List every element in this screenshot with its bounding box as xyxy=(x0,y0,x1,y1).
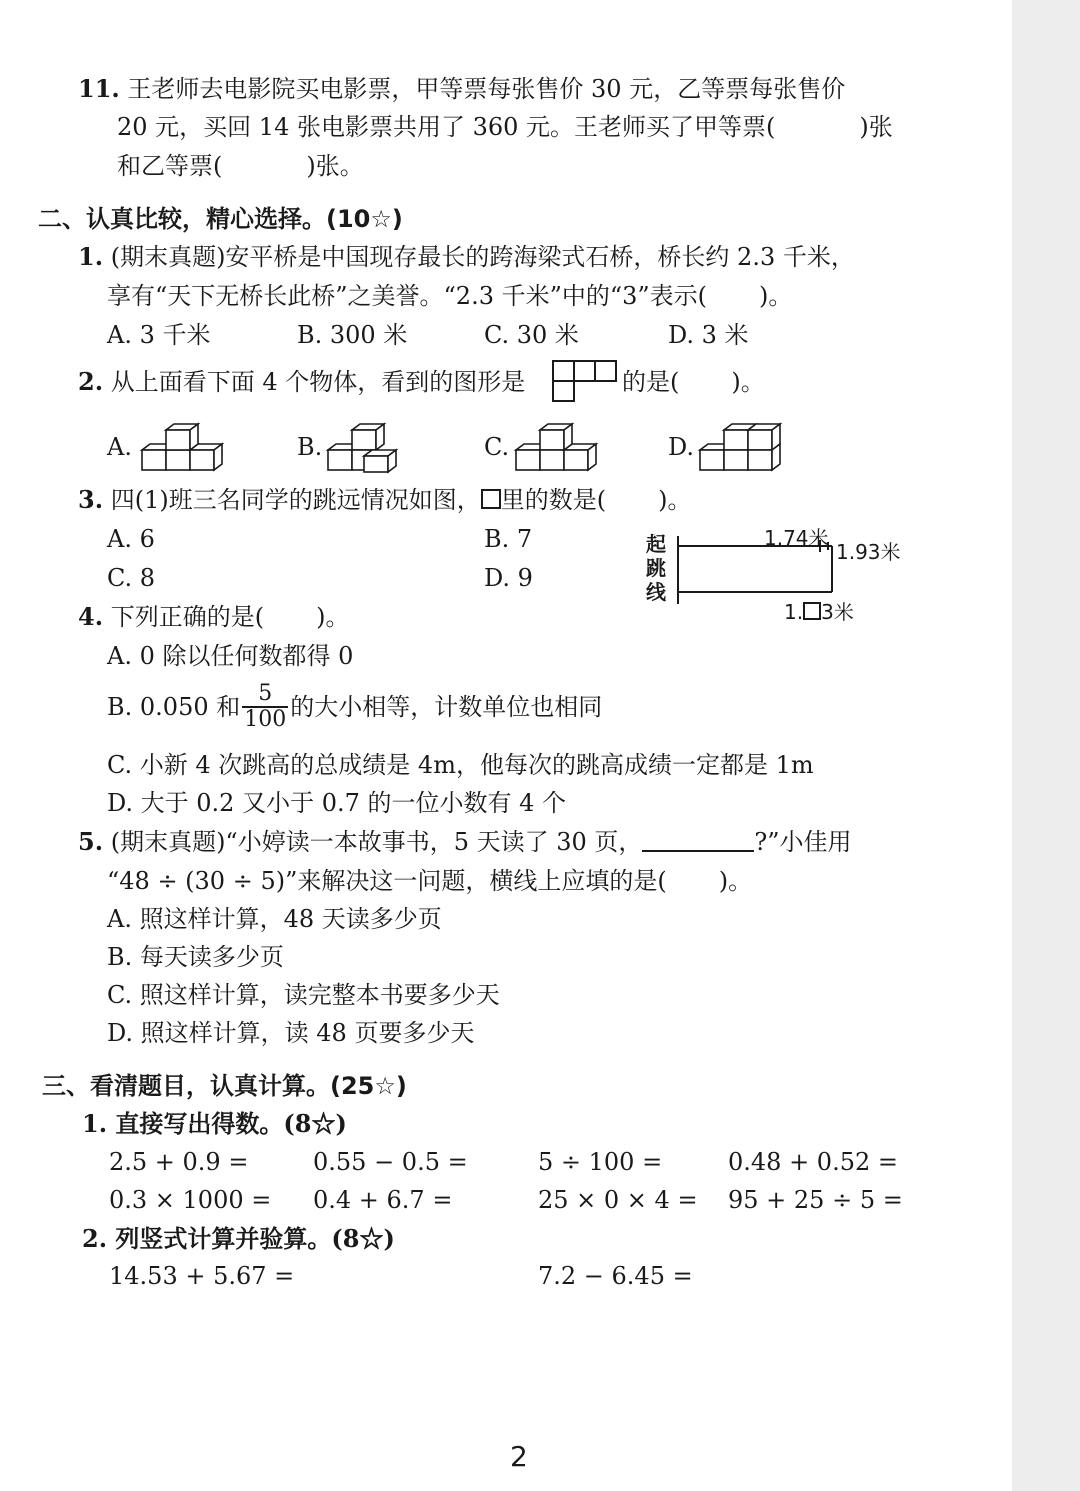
s2-q1-number: 1. xyxy=(78,242,104,271)
s2-q4-option-a[interactable]: A. 0 除以任何数都得 0 xyxy=(107,642,354,670)
fill-in-underline[interactable] xyxy=(642,828,754,852)
top-view-shape-icon xyxy=(552,360,618,404)
page-number: 2 xyxy=(510,1440,528,1473)
s2-q2-option-a[interactable]: A. xyxy=(107,433,132,461)
s2-q1-option-b[interactable]: B. 300 米 xyxy=(297,321,408,349)
s3-q1-label: 1. 直接写出得数。(8☆) xyxy=(82,1109,347,1138)
s2-q3-line xyxy=(78,485,691,515)
jump-label-c-prefix: 1. xyxy=(784,600,804,624)
q11-line3 xyxy=(117,151,364,181)
s2-q3-text-c: )。 xyxy=(658,486,692,514)
start-line-label: 起跳线 xyxy=(646,532,666,604)
s2-q5-line2 xyxy=(107,866,752,896)
calc-item: 2.5 + 0.9 = xyxy=(109,1148,249,1176)
s3-q2-label: 2. 列竖式计算并验算。(8☆) xyxy=(82,1224,395,1253)
s2-q5-option-c[interactable]: C. 照这样计算，读完整本书要多少天 xyxy=(107,981,500,1009)
calc-item: 5 ÷ 100 = xyxy=(538,1148,663,1176)
s2-q4-option-d[interactable]: D. 大于 0.2 又小于 0.7 的一位小数有 4 个 xyxy=(107,789,567,817)
s2-q1-option-a[interactable]: A. 3 千米 xyxy=(107,321,211,349)
s2-q2-line-end xyxy=(622,367,765,397)
cube-stack-a-icon xyxy=(138,412,228,474)
s2-q2-line xyxy=(78,367,525,397)
calc-item: 0.3 × 1000 = xyxy=(109,1186,272,1214)
s2-q5-option-b[interactable]: B. 每天读多少页 xyxy=(107,943,284,971)
s2-q1-text-2a: 享有“天下无桥长此桥”之美誉。“2.3 千米”中的“3”表示( xyxy=(107,282,708,310)
q11-text-2a: 20 元，买回 14 张电影票共用了 360 元。王老师买了甲等票( xyxy=(117,113,776,141)
s2-q5-option-d[interactable]: D. 照这样计算，读 48 页要多少天 xyxy=(107,1019,475,1047)
s2-q4-text-b: )。 xyxy=(316,603,350,631)
jump-label-c xyxy=(784,596,854,625)
s2-q5-text-1a: (期末真题)“小婷读一本故事书，5 天读了 30 页， xyxy=(110,828,643,856)
calc-item: 25 × 0 × 4 = xyxy=(538,1186,698,1214)
q11-text-2b: )张 xyxy=(859,113,893,141)
s2-q3-option-b[interactable]: B. 7 xyxy=(484,525,533,553)
q11-text-3a: 和乙等票( xyxy=(117,152,223,180)
s2-q3-option-a[interactable]: A. 6 xyxy=(107,525,155,553)
s2-q1-option-d[interactable]: D. 3 米 xyxy=(668,321,749,349)
s2-q5-text-2a: “48 ÷ (30 ÷ 5)”来解决这一问题，横线上应填的是( xyxy=(107,867,667,895)
s2-q3-option-d[interactable]: D. 9 xyxy=(484,564,533,592)
s2-q2-number: 2. xyxy=(78,367,104,396)
s2-q3-text-a: 四(1)班三名同学的跳远情况如图， xyxy=(110,486,481,514)
s2-q5-number: 5. xyxy=(78,827,104,856)
q11-text-1: 王老师去电影院买电影票，甲等票每张售价 30 元，乙等票每张售价 xyxy=(127,75,846,103)
cube-stack-c-icon xyxy=(512,412,602,474)
q11-line2 xyxy=(117,112,893,142)
box-symbol xyxy=(803,602,821,620)
s2-q4-option-b-text-b: 的大小相等，计数单位也相同 xyxy=(290,693,603,721)
jump-label-c-suffix: 3米 xyxy=(821,600,854,624)
cube-stack-d-icon xyxy=(696,412,786,474)
s2-q2-option-b[interactable]: B. xyxy=(297,433,323,461)
s2-q4-option-b-text-a: B. 0.050 和 xyxy=(107,693,241,721)
s2-q2-text-b: 的是( xyxy=(622,368,680,396)
s2-q1-option-c[interactable]: C. 30 米 xyxy=(484,321,579,349)
s2-q1-text-2b: )。 xyxy=(759,282,793,310)
s2-q2-text-a: 从上面看下面 4 个物体，看到的图形是 xyxy=(110,368,526,396)
vertical-calc-item: 7.2 − 6.45 = xyxy=(538,1262,693,1290)
s2-q4-line xyxy=(78,602,349,632)
s2-q2-text-c: )。 xyxy=(731,368,765,396)
s2-q4-number: 4. xyxy=(78,602,104,631)
s2-q1-text-1: (期末真题)安平桥是中国现存最长的跨海梁式石桥，桥长约 2.3 千米， xyxy=(110,243,855,271)
s2-q5-text-2b: )。 xyxy=(718,867,753,895)
fraction xyxy=(242,682,288,732)
section3-title: 三、看清题目，认真计算。(25☆) xyxy=(42,1072,407,1100)
s2-q4-option-c[interactable]: C. 小新 4 次跳高的总成绩是 4m，他每次的跳高成绩一定都是 1m xyxy=(107,751,814,779)
s2-q1-line1 xyxy=(78,242,855,272)
vertical-calc-item: 14.53 + 5.67 = xyxy=(109,1262,295,1290)
calc-item: 0.48 + 0.52 = xyxy=(728,1148,898,1176)
box-symbol xyxy=(481,489,501,509)
s2-q4-option-b[interactable] xyxy=(107,682,602,732)
calc-item: 0.55 − 0.5 = xyxy=(313,1148,468,1176)
s2-q3-option-c[interactable]: C. 8 xyxy=(107,564,156,592)
jump-label-b: 1.93米 xyxy=(836,540,901,564)
q11-text-3b: )张。 xyxy=(306,152,364,180)
calc-item: 95 + 25 ÷ 5 = xyxy=(728,1186,903,1214)
fraction-denominator: 100 xyxy=(244,707,287,732)
s2-q2-option-c[interactable]: C. xyxy=(484,433,510,461)
cube-stack-b-icon xyxy=(324,412,414,474)
section2-title: 二、认真比较，精心选择。(10☆) xyxy=(38,205,403,233)
jump-label-a: 1.74米 xyxy=(764,526,829,550)
s2-q1-line2 xyxy=(107,281,792,311)
s2-q3-text-b: 里的数是( xyxy=(500,486,607,514)
s2-q4-text-a: 下列正确的是( xyxy=(110,603,265,631)
s2-q5-option-a[interactable]: A. 照这样计算，48 天读多少页 xyxy=(107,905,442,933)
page-edge-shadow xyxy=(1012,0,1080,1491)
s2-q5-text-1b: ?”小佳用 xyxy=(754,828,852,856)
s2-q3-number: 3. xyxy=(78,485,104,514)
s2-q2-option-d[interactable]: D. xyxy=(668,433,695,461)
s2-q5-line1 xyxy=(78,827,852,857)
calc-item: 0.4 + 6.7 = xyxy=(313,1186,453,1214)
q11-number: 11. xyxy=(78,74,120,103)
fraction-numerator: 5 xyxy=(258,681,273,706)
q11-line1 xyxy=(78,74,845,104)
